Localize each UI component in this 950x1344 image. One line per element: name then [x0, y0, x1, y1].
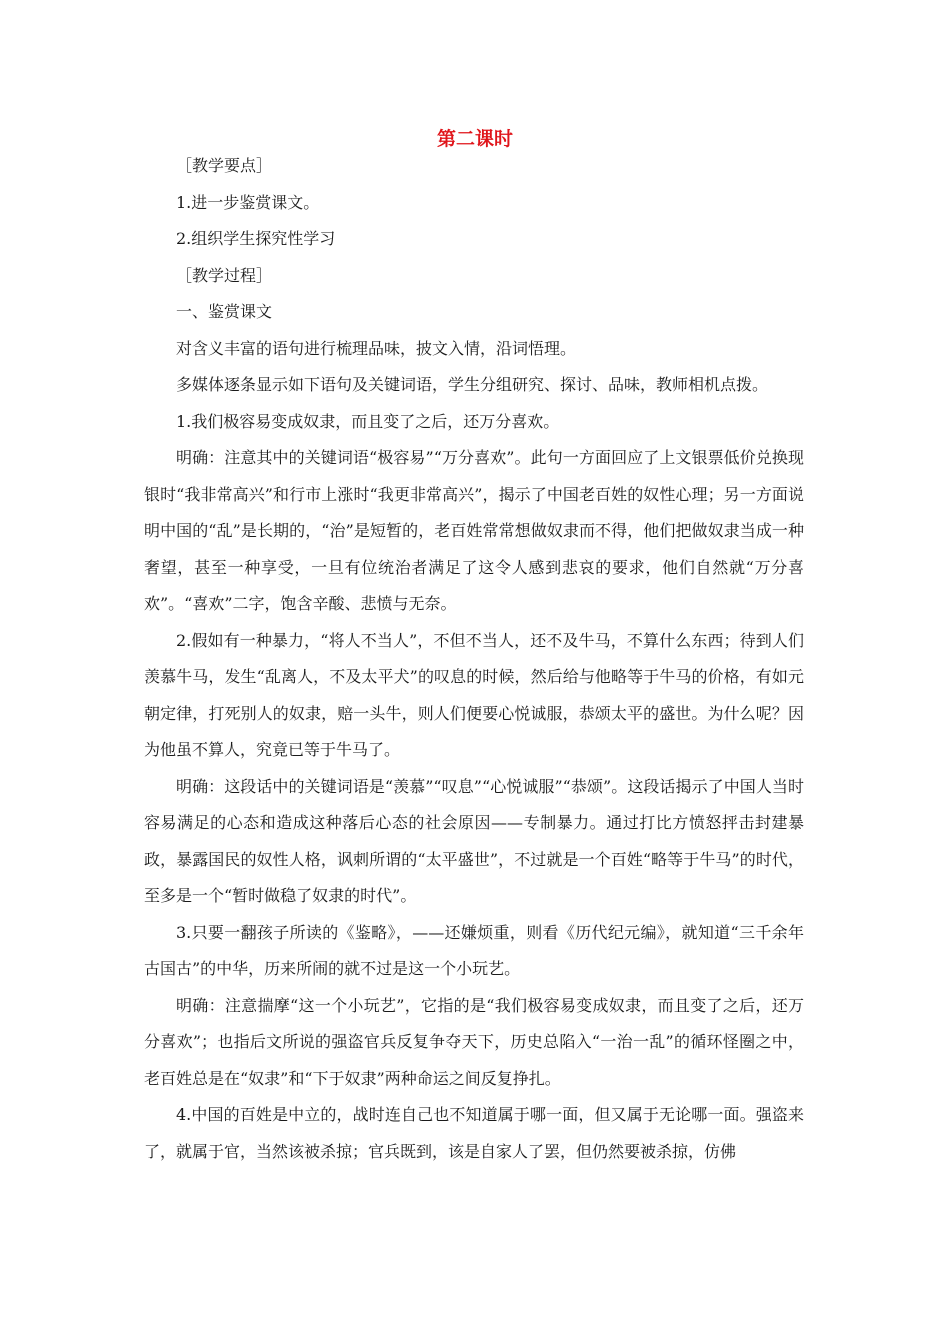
document-body: [144, 148, 804, 1170]
lesson-title: 第二课时: [436, 128, 513, 150]
list-item: 2.组织学生探究性学习: [176, 229, 336, 248]
section-heading: ［教学过程］: [176, 265, 273, 285]
quoted-sentence: 3.只要一翻孩子所读的《鉴略》，——还嫌烦重，则看《历代纪元编》，就知道“三千余年古国古”的中华，历来所闹的就不过是这一个小玩艺。: [144, 922, 804, 978]
paragraph: 对含义丰富的语句进行梳理品味，披文入情，沿词悟理。: [176, 338, 577, 358]
analysis-paragraph: 明确：这段话中的关键词语是“羡慕”“叹息”“心悦诚服”“恭颂”。这段话揭示了中国人当时容易满足的心态和造成这种落后心态的社会原因——专制暴力。通过打比方愤怒抨击封建暴政，暴露国民的奴性人格，讽刺所谓的“太平盛世”，不过就是一个百姓“略等于牛马”的时代，至多是一个“暂时做稳了奴隶的时代”。: [144, 776, 804, 905]
section-heading: ［教学要点］: [176, 156, 273, 175]
list-item: 1.进一步鉴赏课文。: [176, 192, 320, 212]
paragraph: 多媒体逐条显示如下语句及关键词语，学生分组研究、探讨、品味，教师相机点拨。: [176, 375, 769, 394]
analysis-paragraph: 明确：注意其中的关键词语“极容易”“万分喜欢”。此句一方面回应了上文银票低价兑换现银时“我非常高兴”和行市上涨时“我更非常高兴”，揭示了中国老百姓的奴性心理；另一方面说明中国的“乱”是长期的，“治”是短暂的，老百姓常常想做奴隶而不得，他们把做奴隶当成一种奢望，甚至一种享受，一旦有位统治者满足了这令人感到悲哀的要求，他们自然就“万分喜欢”。“喜欢”二字，饱含辛酸、悲愤与无奈。: [144, 448, 804, 613]
subsection-heading: 一、鉴赏课文: [176, 302, 273, 321]
quoted-sentence: 4.中国的百姓是中立的，战时连自己也不知道属于哪一面，但又属于无论哪一面。强盗来了，就属于官，当然该被杀掠；官兵既到，该是自家人了罢，但仍然要被杀掠，仿佛: [144, 1105, 804, 1161]
quoted-sentence: 1.我们极容易变成奴隶，而且变了之后，还万分喜欢。: [176, 411, 560, 431]
quoted-sentence: 2.假如有一种暴力，“将人不当人”，不但不当人，还不及牛马，不算什么东西；待到人们羡慕牛马，发生“乱离人，不及太平犬”的叹息的时候，然后给与他略等于牛马的价格，有如元朝定律，打死别人的奴隶，赔一头牛，则人们便要心悦诚服，恭颂太平的盛世。为什么呢？因为他虽不算人，究竟已等于牛马了。: [144, 630, 804, 759]
analysis-paragraph: 明确：注意揣摩“这一个小玩艺”，它指的是“我们极容易变成奴隶，而且变了之后，还万分喜欢”；也指后文所说的强盗官兵反复争夺天下，历史总陷入“一治一乱”的循环怪圈之中，老百姓总是在“奴隶”和“下于奴隶”两种命运之间反复挣扎。: [144, 995, 804, 1088]
